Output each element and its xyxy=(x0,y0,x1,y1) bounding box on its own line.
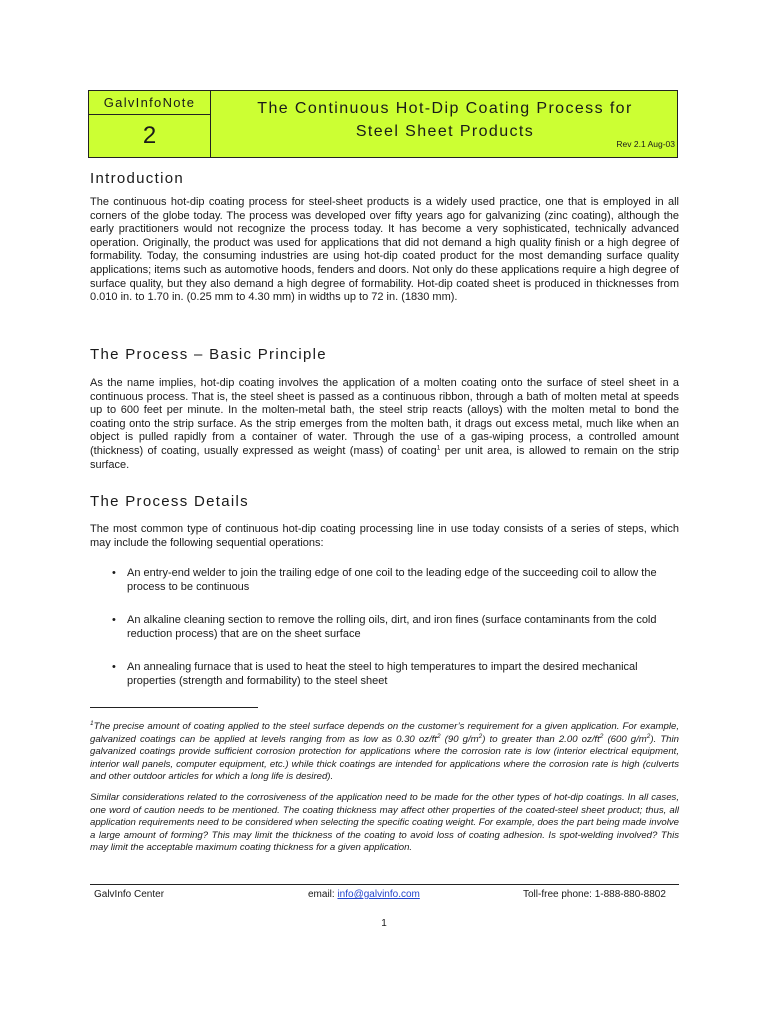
footnote-paragraph-2: Similar considerations related to the corrosiveness of the application need to be made for the other types of hot-dip coatings. In all cases, one word of caution needs to be mentioned. The coating thickness may affect other properties of the coated-steel sheet product; thus, all application requirements need to be considered when selecting the specific coating weight. For example, does the part being made involve a large amount of forming? This may limit the thickness of the coating to avoid loss of coating adhesion. Is spot-welding involved? This may limit the acceptable maximum coating thickness for a given application. xyxy=(90,791,679,854)
bullet-icon: • xyxy=(112,661,116,674)
basic-principle-paragraph xyxy=(90,377,679,472)
footnote-text: The precise amount of coating applied to the steel surface depends on the customer’s requirement for a given application. For example, galvanized coatings can be applied at levels ranging from as low as 0.30 oz/ft xyxy=(90,721,679,745)
note-series-label: GalvInfoNote xyxy=(89,91,210,115)
intro-section xyxy=(90,196,679,305)
process-steps-list xyxy=(90,567,679,689)
superscript: 2 xyxy=(436,732,441,740)
email-link[interactable]: info@galvinfo.com xyxy=(337,889,420,900)
basic-principle-section xyxy=(90,377,679,472)
footnote-text: ). Thin galvanized coatings provide sufficient corrosion protection for applications where the corrosion rate is low (interior electrical equipment, interior wall panels, computer equipment, etc.) while thick coatings are intended for applications where the corrosion rate is high (culverts and other outdoor articles for which a long life is desired). xyxy=(90,733,679,783)
superscript: 2 xyxy=(646,732,651,740)
footer-email xyxy=(308,889,420,900)
title-line-2: Steel Sheet Products xyxy=(355,123,535,140)
step-text: An entry-end welder to join the trailing edge of one coil to the leading edge of the succeeding coil to allow the process to be continuous xyxy=(127,567,657,593)
footer-org: GalvInfo Center xyxy=(94,889,165,900)
intro-paragraph: The continuous hot-dip coating process for steel-sheet products is a widely used practice, one that is employed in all corners of the globe today. The process was developed over fifty years ago for galvanizing (zinc coating), although the early practitioners would not recognize the process today. It has become a very sophisticated, technically advanced operation. Originally, the product was used for applications that did not demand a high quality finish or a high degree of formability. Today, the consuming industries are using hot-dip coated product for the most demanding surface quality applications; items such as automotive hoods, fenders and doors. Not only do these applications require a high degree of surface quality, but they also demand a high degree of formability. Hot-dip coated sheet is produced in thicknesses from 0.010 in. to 1.70 in. (0.25 mm to 4.30 mm) in widths up to 72 in. (1830 mm). xyxy=(90,196,679,304)
revision-label: Rev 2.1 Aug-03 xyxy=(616,139,675,149)
note-header xyxy=(88,90,678,158)
bullet-icon: • xyxy=(112,614,116,627)
footnote-text: (600 g/m xyxy=(603,733,647,745)
basic-text-b: per unit area, is allowed to remain on the strip surface. xyxy=(90,444,679,471)
heading-process-details: The Process Details xyxy=(90,493,249,510)
list-item xyxy=(90,567,679,594)
superscript: 2 xyxy=(478,732,483,740)
footnote-text: (90 g/m xyxy=(440,733,479,745)
note-number: 2 xyxy=(142,122,157,149)
heading-introduction: Introduction xyxy=(90,170,184,187)
step-text: An alkaline cleaning section to remove the rolling oils, dirt, and iron fines (surface contaminants from the cold reduction process) that are on the sheet surface xyxy=(127,614,657,640)
bullet-icon: • xyxy=(112,567,116,579)
list-item xyxy=(90,661,679,688)
footnote-section xyxy=(90,721,679,855)
footer-phone: Toll-free phone: 1-888-880-8802 xyxy=(523,889,666,900)
footnote-marker: 1 xyxy=(90,719,94,727)
step-text: An annealing furnace that is used to heat the steel to high temperatures to impart the desired mechanical properties (strength and formability) to the steel sheet xyxy=(127,661,638,687)
footnote-paragraph-1 xyxy=(90,721,679,784)
details-paragraph: The most common type of continuous hot-dip coating processing line in use today consists of a series of steps, which may include the following sequential operations: xyxy=(90,523,679,549)
footnote-text: ) to greater than 2.00 oz/ft xyxy=(482,733,600,745)
footnote-divider xyxy=(90,707,258,708)
footnote-reference[interactable]: 1 xyxy=(436,444,441,452)
page-number: 1 xyxy=(381,918,387,929)
basic-text-a: As the name implies, hot-dip coating involves the application of a molten coating onto the surface of steel sheet in a continuous process. That is, the steel sheet is passed as a continuous ribbon, through a bath of molten metal at speeds up to 600 feet per minute. In the molten-metal bath, the steel strip reacts (alloys) with the molten metal to bond the coating onto the strip surface. As the strip emerges from the molten bath, it drags out excess metal, much like when an object is pulled rapidly from a container of water. Through the use of a gas-wiping process, a controlled amount (thickness) of coating, usually expressed as weight (mass) of coating xyxy=(90,377,679,457)
footer-divider xyxy=(90,884,679,885)
title-line-1: The Continuous Hot-Dip Coating Process for xyxy=(257,100,633,117)
document-title xyxy=(212,97,678,143)
details-intro xyxy=(90,523,679,550)
note-id-panel xyxy=(89,91,211,157)
email-label: email: xyxy=(308,889,338,900)
superscript: 2 xyxy=(599,732,604,740)
list-item xyxy=(90,614,679,641)
heading-basic-principle: The Process – Basic Principle xyxy=(90,346,327,363)
